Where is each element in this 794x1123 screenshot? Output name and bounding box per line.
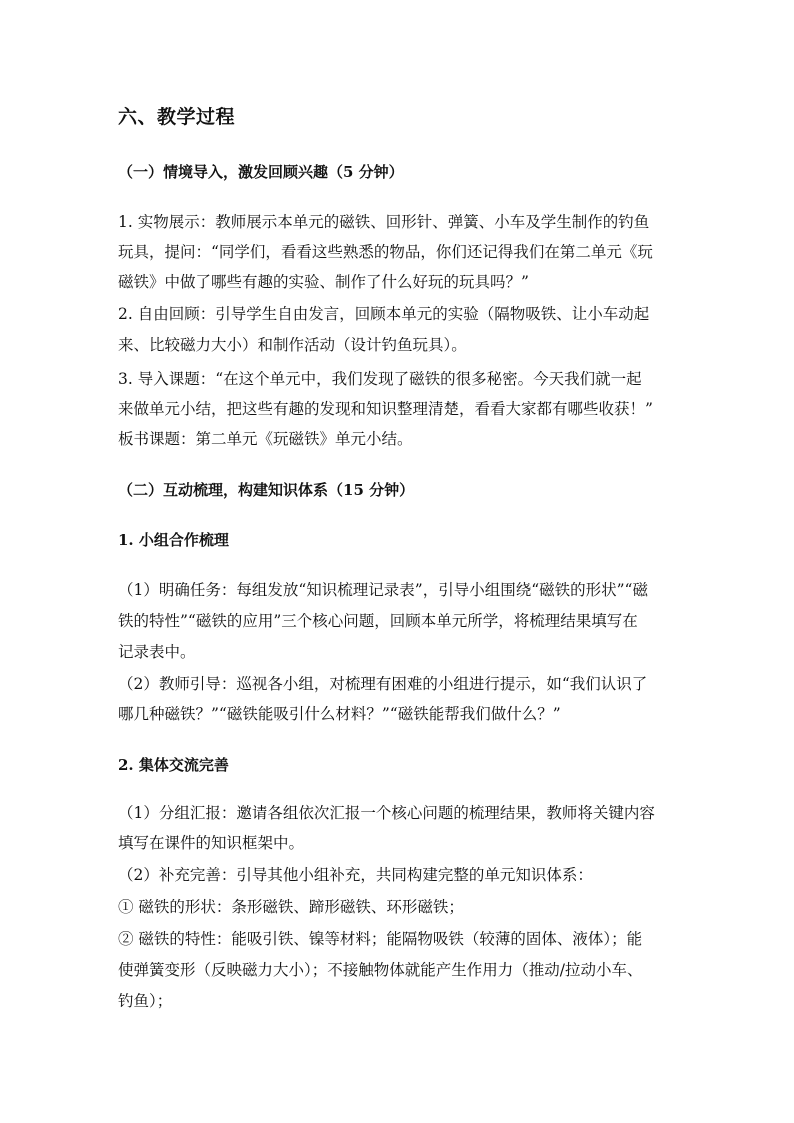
paragraph-line: （1）明确任务：每组发放“知识梳理记录表”，引导小组围绕“磁铁的形状”“磁 <box>118 581 648 599</box>
paragraph-line: 1. 实物展示：教师展示本单元的磁铁、回形针、弹簧、小车及学生制作的钓鱼 <box>118 213 650 231</box>
paragraph-line: 板书课题：第二单元《玩磁铁》单元小结。 <box>118 430 413 448</box>
paragraph-line: 记录表中。 <box>118 643 196 661</box>
paragraph-line: 铁的特性”“磁铁的应用”三个核心问题，回顾本单元所学，将梳理结果填写在 <box>118 612 638 630</box>
paragraph-line: 3. 导入课题：“在这个单元中，我们发现了磁铁的很多秘密。今天我们就一起 <box>118 370 642 388</box>
paragraph-line: 哪几种磁铁？”“磁铁能吸引什么材料？”“磁铁能帮我们做什么？” <box>118 705 561 723</box>
paragraph-line: 磁铁》中做了哪些有趣的实验、制作了什么好玩的玩具吗？” <box>118 273 529 291</box>
paragraph-line: 2. 自由回顾：引导学生自由发言，回顾本单元的实验（隔物吸铁、让小车动起 <box>118 305 650 323</box>
paragraph-line: 使弹簧变形（反映磁力大小）；不接触物体就能产生作用力（推动/拉动小车、 <box>118 961 643 979</box>
subsection1-title: 1. 小组合作梳理 <box>118 531 229 549</box>
section2-title: （二）互动梳理，构建知识体系（15 分钟） <box>118 481 415 499</box>
paragraph-line: （1）分组汇报：邀请各组依次汇报一个核心问题的梳理结果，教师将关键内容 <box>118 804 655 822</box>
paragraph-line: 来做单元小结，把这些有趣的发现和知识整理清楚，看看大家都有哪些收获！” <box>118 400 653 418</box>
section-heading: 六、教学过程 <box>118 106 236 128</box>
section1-title: （一）情境导入，激发回顾兴趣（5 分钟） <box>118 163 404 181</box>
subsection2-title: 2. 集体交流完善 <box>118 756 229 774</box>
paragraph-line: 钓鱼）； <box>118 992 173 1010</box>
paragraph-line: 填写在课件的知识框架中。 <box>118 834 305 852</box>
paragraph-line: （2）补充完善：引导其他小组补充，共同构建完整的单元知识体系： <box>118 866 593 884</box>
paragraph-line: 来、比较磁力大小）和制作活动（设计钓鱼玩具）。 <box>118 336 467 354</box>
list-item: ① 磁铁的形状：条形磁铁、蹄形磁铁、环形磁铁； <box>118 898 464 916</box>
paragraph-line: 玩具，提问：“同学们，看看这些熟悉的物品，你们还记得我们在第二单元《玩 <box>118 243 653 261</box>
list-item: ② 磁铁的特性：能吸引铁、镍等材料；能隔物吸铁（较薄的固体、液体）；能 <box>118 930 643 948</box>
paragraph-line: （2）教师引导：巡视各小组，对梳理有困难的小组进行提示，如“我们认识了 <box>118 675 648 693</box>
